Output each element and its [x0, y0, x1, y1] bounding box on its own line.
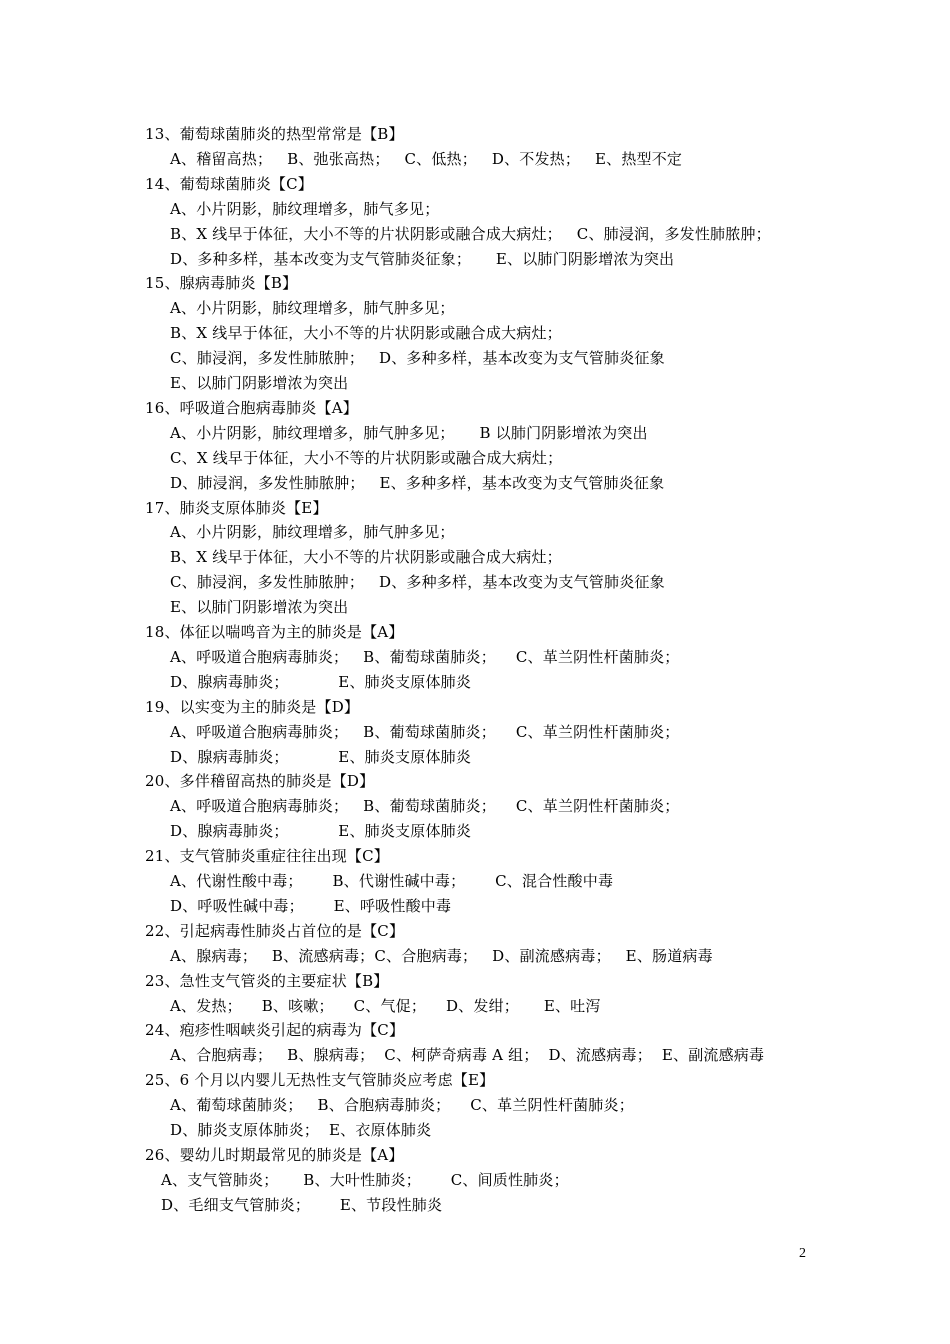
answer-options: C、X 线早于体征，大小不等的片状阴影或融合成大病灶；	[170, 448, 563, 467]
answer-options: A、发热； B、咳嗽； C、气促； D、发绀； E、吐泻	[170, 996, 601, 1015]
question-stem: 22、引起病毒性肺炎占首位的是【C】	[145, 921, 405, 940]
question-stem: 18、体征以喘鸣音为主的肺炎是【A】	[145, 623, 404, 641]
answer-options: D、肺炎支原体肺炎； E、衣原体肺炎	[170, 1121, 432, 1139]
answer-options: A、小片阴影，肺纹理增多，肺气肿多见；	[170, 299, 455, 318]
answer-options: A、小片阴影，肺纹理增多，肺气多见；	[170, 199, 440, 218]
page-number: 2	[799, 1246, 806, 1261]
answer-options: D、腺病毒肺炎； E、肺炎支原体肺炎	[170, 672, 472, 691]
answer-options: A、小片阴影，肺纹理增多，肺气肿多见； B 以肺门阴影增浓为突出	[170, 423, 648, 442]
answer-options: D、腺病毒肺炎； E、肺炎支原体肺炎	[170, 822, 472, 841]
question-stem: 14、葡萄球菌肺炎【C】	[145, 174, 313, 193]
question-stem: 23、急性支气管炎的主要症状【B】	[145, 971, 389, 990]
answer-options: D、毛细支气管肺炎； E、节段性肺炎	[161, 1195, 443, 1214]
answer-options: B、X 线早于体征，大小不等的片状阴影或融合成大病灶；	[170, 324, 562, 343]
question-stem: 20、多伴稽留高热的肺炎是【D】	[145, 772, 375, 791]
answer-options: A、葡萄球菌肺炎； B、合胞病毒肺炎； C、革兰阴性杆菌肺炎；	[170, 1096, 634, 1115]
answer-options: D、腺病毒肺炎； E、肺炎支原体肺炎	[170, 747, 472, 766]
answer-options: C、肺浸润，多发性肺脓肿； D、多种多样，基本改变为支气管肺炎征象	[170, 349, 665, 368]
answer-options: A、呼吸道合胞病毒肺炎； B、葡萄球菌肺炎； C、革兰阴性杆菌肺炎；	[170, 647, 680, 666]
answer-options: D、呼吸性碱中毒； E、呼吸性酸中毒	[170, 896, 452, 915]
question-stem: 13、葡萄球菌肺炎的热型常常是【B】	[145, 125, 404, 143]
answer-options: A、代谢性酸中毒； B、代谢性碱中毒； C、混合性酸中毒	[170, 872, 614, 890]
answer-options: A、呼吸道合胞病毒肺炎； B、葡萄球菌肺炎； C、革兰阴性杆菌肺炎；	[170, 722, 680, 741]
question-stem: 19、以实变为主的肺炎是【D】	[145, 697, 360, 716]
answer-options: A、呼吸道合胞病毒肺炎； B、葡萄球菌肺炎； C、革兰阴性杆菌肺炎；	[170, 797, 680, 816]
answer-options: B、X 线早于体征，大小不等的片状阴影或融合成大病灶；	[170, 548, 562, 567]
question-stem: 25、6 个月以内婴儿无热性支气管肺炎应考虑【E】	[145, 1071, 495, 1090]
answer-options: C、肺浸润，多发性肺脓肿； D、多种多样，基本改变为支气管肺炎征象	[170, 573, 665, 592]
answer-options: A、腺病毒； B、流感病毒；C、合胞病毒； D、副流感病毒； E、肠道病毒	[170, 946, 713, 965]
question-stem: 26、婴幼儿时期最常见的肺炎是【A】	[145, 1145, 404, 1164]
answer-options: A、小片阴影，肺纹理增多，肺气肿多见；	[170, 523, 455, 542]
question-stem: 24、疱疹性咽峡炎引起的病毒为【C】	[145, 1021, 405, 1040]
answer-options: A、稽留高热； B、弛张高热； C、低热； D、不发热； E、热型不定	[170, 149, 683, 168]
question-stem: 15、腺病毒肺炎【B】	[145, 274, 298, 293]
answer-options: A、支气管肺炎； B、大叶性肺炎； C、间质性肺炎；	[161, 1170, 569, 1189]
answer-options: D、肺浸润，多发性肺脓肿； E、多种多样，基本改变为支气管肺炎征象	[170, 473, 665, 492]
answer-options: A、合胞病毒； B、腺病毒； C、柯萨奇病毒 A 组； D、流感病毒； E、副流感病毒	[170, 1046, 765, 1065]
question-stem: 16、呼吸道合胞病毒肺炎【A】	[145, 398, 358, 417]
question-stem: 17、肺炎支原体肺炎【E】	[145, 498, 328, 517]
question-stem: 21、支气管肺炎重症往往出现【C】	[145, 847, 389, 866]
answer-options: E、以肺门阴影增浓为突出	[170, 598, 349, 617]
answer-options: E、以肺门阴影增浓为突出	[170, 374, 349, 392]
answer-options: D、多种多样，基本改变为支气管肺炎征象； E、以肺门阴影增浓为突出	[170, 249, 675, 268]
answer-options: B、X 线早于体征，大小不等的片状阴影或融合成大病灶； C、肺浸润，多发性肺脓肿；	[170, 224, 771, 243]
